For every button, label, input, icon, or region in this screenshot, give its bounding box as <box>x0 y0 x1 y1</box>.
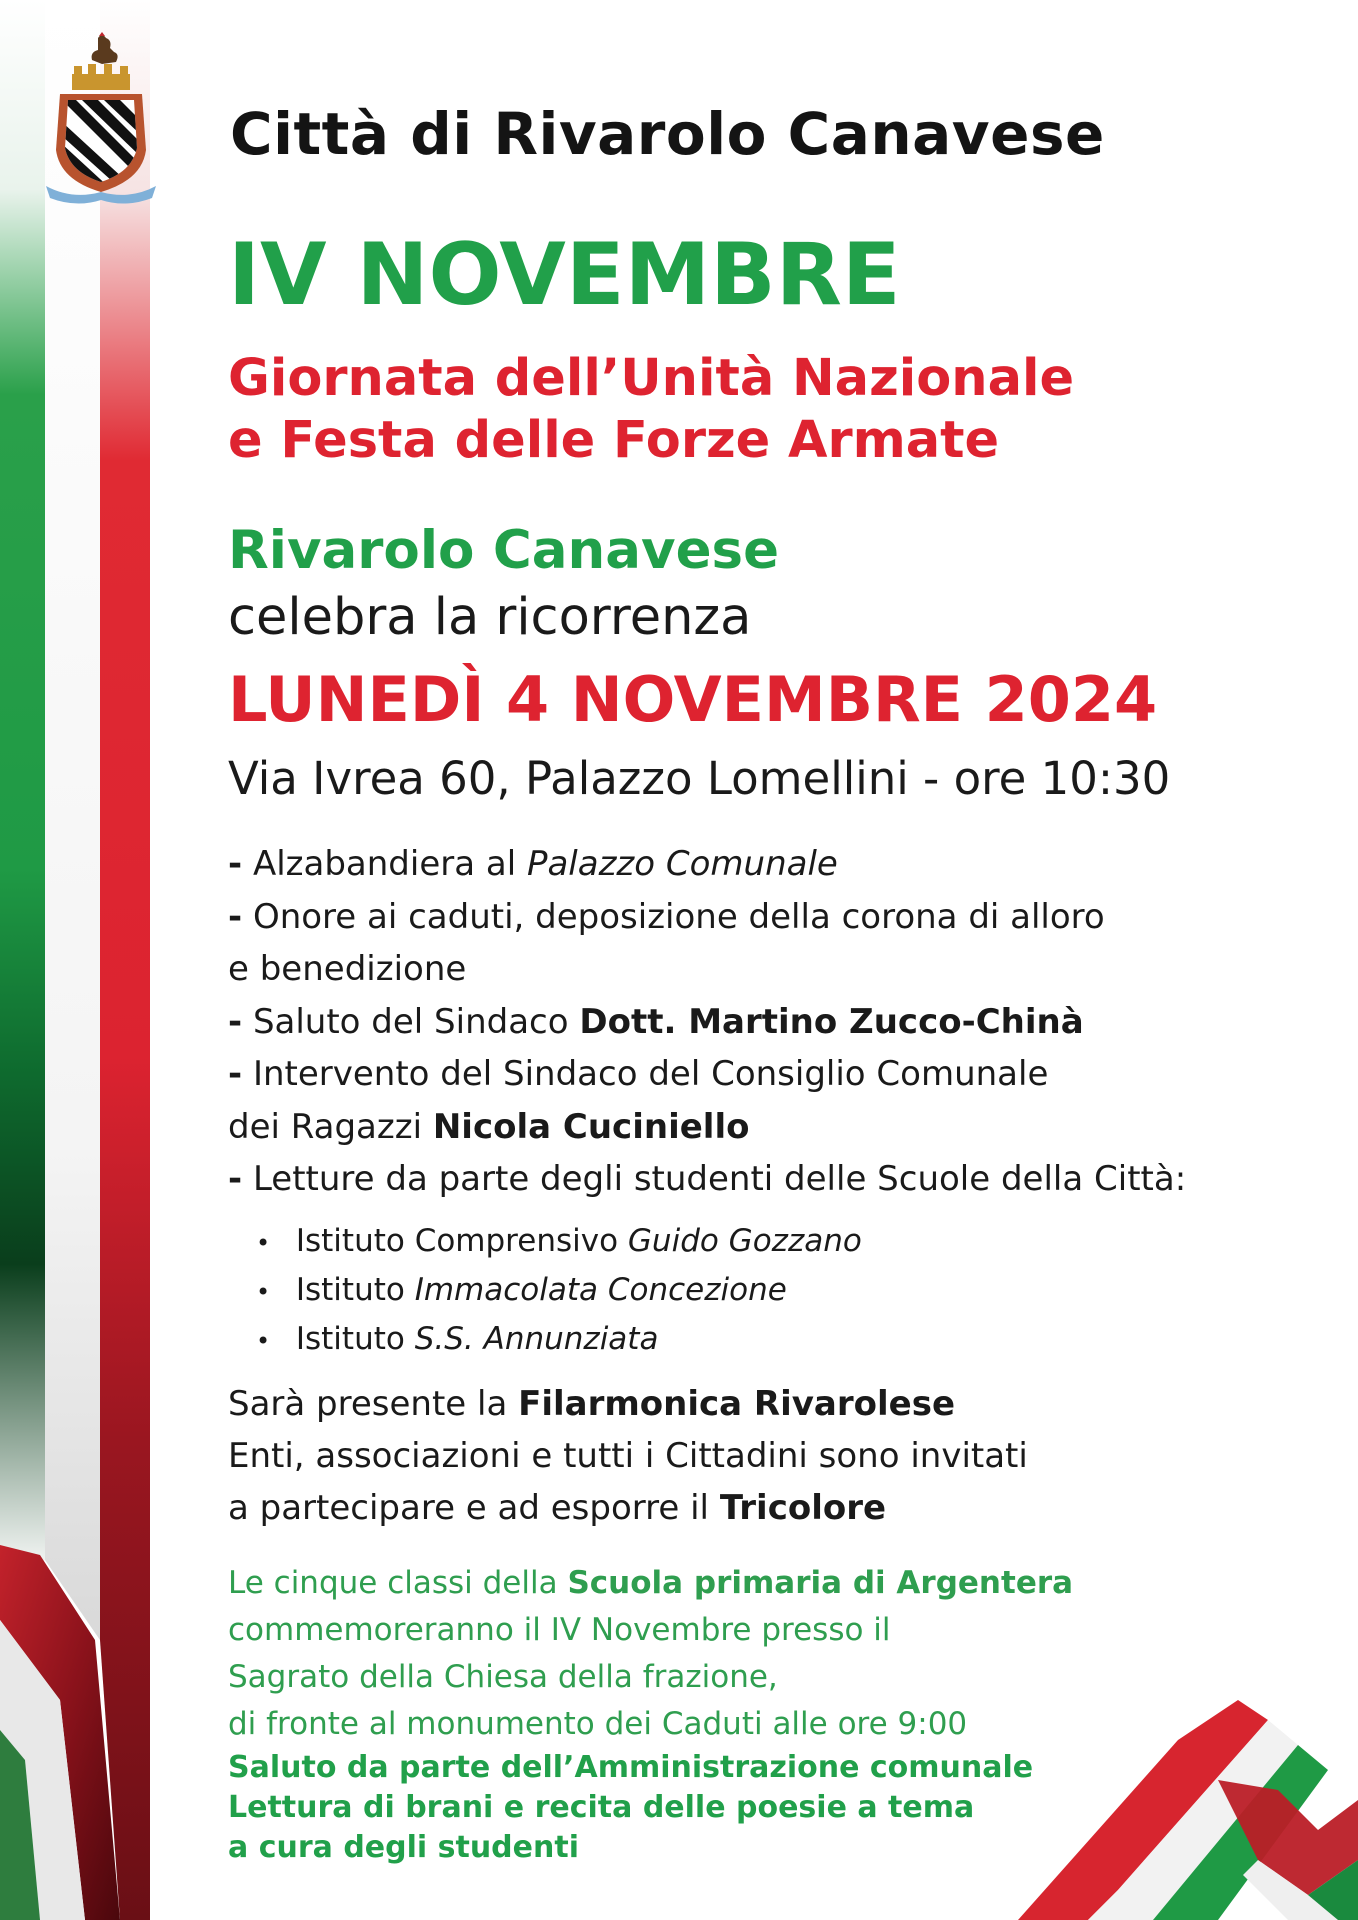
argentera-program <box>228 1748 1033 1868</box>
school-item <box>256 1316 862 1365</box>
argentera-bold-line-3: a cura degli studenti <box>228 1830 579 1865</box>
program-item-text: Intervento del Sindaco del Consiglio Comunale <box>252 1054 1049 1094</box>
school-argentera: Scuola primaria di Argentera <box>567 1565 1074 1601</box>
presence-text: a partecipare e ad esporre il <box>228 1488 709 1528</box>
program-item-3 <box>228 996 1328 1049</box>
argentera-bold-line-1: Saluto da parte dell’Amministrazione comunale <box>228 1750 1034 1785</box>
school-item <box>256 1267 862 1316</box>
presence-text: Sarà presente la <box>228 1384 508 1424</box>
dash: - <box>228 1054 243 1094</box>
school-name: Immacolata Concezione <box>414 1272 787 1308</box>
program-item-text: Alzabandiera al <box>252 844 517 884</box>
subtitle-line-1: Giornata dell’Unità Nazionale <box>228 349 1075 408</box>
mayor-name: Dott. Martino Zucco-Chinà <box>579 1001 1084 1042</box>
argentera-notice <box>228 1560 1073 1748</box>
school-prefix: Istituto <box>295 1321 405 1357</box>
dash: - <box>228 1001 243 1042</box>
event-date: LUNEDÌ 4 NOVEMBRE 2024 <box>228 663 1158 736</box>
event-place: Via Ivrea 60, Palazzo Lomellini - ore 10:30 <box>228 752 1171 805</box>
tricolor-ribbon-left <box>0 0 260 1920</box>
school-name: Guido Gozzano <box>627 1223 862 1259</box>
presence-line-1 <box>228 1378 1028 1430</box>
argentera-bold-line-2: Lettura di brani e recita delle poesie a tema <box>228 1790 975 1825</box>
event-subtitle <box>228 348 1074 472</box>
argentera-line-1 <box>228 1560 1073 1607</box>
program-item-4 <box>228 1048 1328 1101</box>
dash: - <box>228 896 243 937</box>
subtitle-line-2: e Festa delle Forze Armate <box>228 411 1000 470</box>
program-list <box>228 838 1328 1206</box>
bullet-icon: • <box>256 1327 271 1355</box>
presence-line-3 <box>228 1482 1028 1534</box>
program-item-italic: Palazzo Comunale <box>526 844 838 884</box>
city-title: Città di Rivarolo Canavese <box>230 100 1105 168</box>
band-name: Filarmonica Rivarolese <box>518 1384 956 1424</box>
program-item-text: Letture da parte degli studenti delle Scuole della Città: <box>252 1159 1187 1199</box>
event-title: IV NOVEMBRE <box>228 225 901 325</box>
celebrates-text: celebra la ricorrenza <box>228 588 752 647</box>
dash: - <box>228 844 243 884</box>
program-item-text: Saluto del Sindaco <box>252 1001 569 1042</box>
program-item-text: dei Ragazzi <box>228 1106 423 1147</box>
program-item-4-cont <box>228 1101 1328 1154</box>
program-item-2 <box>228 891 1328 944</box>
school-prefix: Istituto <box>295 1272 405 1308</box>
bullet-icon: • <box>256 1278 271 1306</box>
program-item-2-cont: e benedizione <box>228 949 467 989</box>
town-name: Rivarolo Canavese <box>228 520 780 581</box>
schools-list <box>256 1218 862 1365</box>
presence-line-2: Enti, associazioni e tutti i Cittadini sono invitati <box>228 1436 1028 1476</box>
argentera-text: Le cinque classi della <box>228 1565 558 1601</box>
tricolore-word: Tricolore <box>719 1488 887 1528</box>
argentera-line-2: commemoreranno il IV Novembre presso il <box>228 1612 891 1648</box>
program-item-text: Onore ai caduti, deposizione della corona di alloro <box>252 896 1105 937</box>
dash: - <box>228 1159 243 1199</box>
school-item <box>256 1218 862 1267</box>
argentera-line-3: Sagrato della Chiesa della frazione, <box>228 1659 778 1695</box>
presence-notice <box>228 1378 1028 1534</box>
school-name: S.S. Annunziata <box>414 1321 659 1357</box>
bullet-icon: • <box>256 1229 271 1257</box>
argentera-line-4: di fronte al monumento dei Caduti alle ore 9:00 <box>228 1706 968 1742</box>
school-prefix: Istituto Comprensivo <box>295 1223 619 1259</box>
program-item-1 <box>228 838 1328 891</box>
program-item-5 <box>228 1153 1328 1206</box>
city-coat-of-arms <box>42 30 160 205</box>
youth-mayor-name: Nicola Cuciniello <box>432 1106 750 1147</box>
